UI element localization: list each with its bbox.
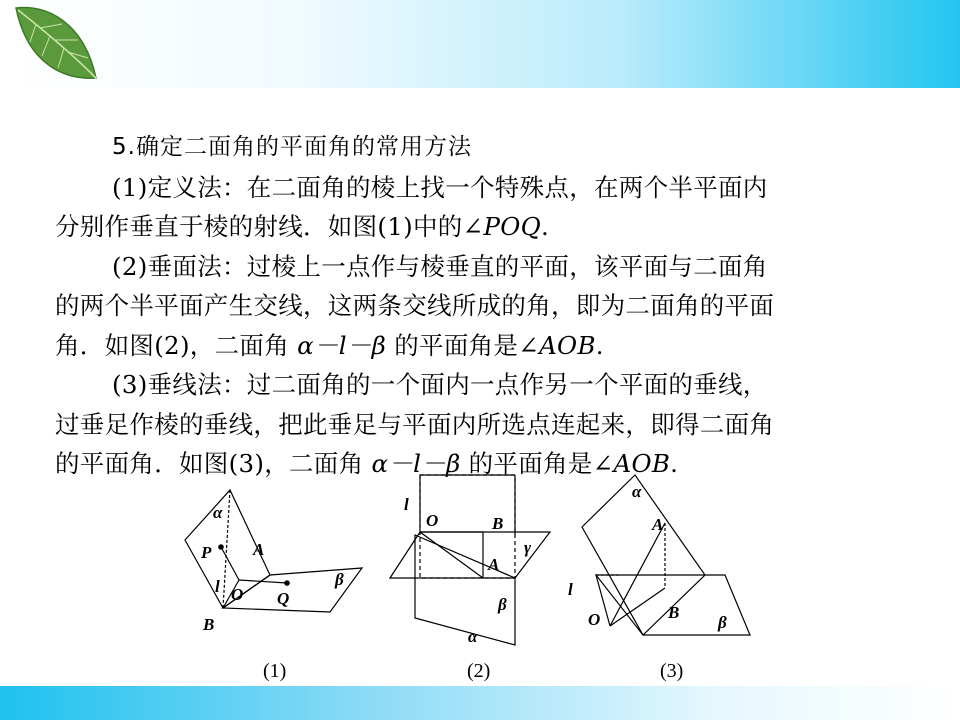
label-p: P bbox=[201, 543, 212, 562]
label-alpha: α bbox=[468, 627, 478, 646]
footer-band bbox=[0, 686, 960, 720]
label-b: B bbox=[492, 514, 504, 533]
dihedral-notation: α－l－β bbox=[297, 330, 387, 360]
label-a: A bbox=[488, 555, 500, 574]
label-beta: β bbox=[335, 570, 344, 589]
label-a: A bbox=[652, 515, 664, 534]
method1-line2: 分别作垂直于棱的射线．如图(1)中的∠POQ. bbox=[55, 212, 550, 241]
label-o: O bbox=[231, 585, 244, 604]
label-l: l bbox=[404, 495, 409, 514]
caption-fig-2: (2) bbox=[467, 660, 491, 682]
method2-line2: 的两个半平面产生交线，这两条交线所成的角，即为二面角的平面 bbox=[55, 291, 775, 320]
dihedral-notation: α－l－β bbox=[371, 449, 461, 478]
methods-text bbox=[55, 128, 905, 484]
label-o: O bbox=[588, 610, 601, 629]
method3-line2: 过垂足作棱的垂线，把此垂足与平面内所选点连起来，即得二面角 bbox=[55, 409, 775, 439]
angle-aob: ∠AOB bbox=[592, 449, 671, 478]
method3-line1: (3)垂线法：过二面角的一个面内一点作另一个平面的垂线， bbox=[112, 370, 768, 399]
label-b: B bbox=[668, 603, 680, 622]
method2-line3: 角．如图(2)，二面角 α－l－β 的平面角是∠AOB. bbox=[55, 330, 604, 360]
label-beta: β bbox=[718, 613, 727, 632]
section-heading: 5.确定二面角的平面角的常用方法 bbox=[112, 134, 472, 160]
method3-line3: 的平面角．如图(3)，二面角 α－l－β 的平面角是∠AOB. bbox=[55, 449, 679, 478]
caption-fig-3: (3) bbox=[660, 660, 684, 682]
figure-1-diagram bbox=[175, 480, 375, 640]
angle-aob: ∠AOB bbox=[518, 330, 596, 360]
caption-fig-1: (1) bbox=[263, 660, 287, 682]
label-alpha: α bbox=[213, 503, 223, 522]
label-l: l bbox=[215, 577, 220, 596]
label-l: l bbox=[568, 580, 573, 599]
angle-poq: ∠POQ bbox=[462, 212, 541, 241]
label-beta: β bbox=[498, 595, 507, 614]
label-o: O bbox=[426, 511, 439, 530]
header-band bbox=[0, 0, 960, 88]
leaf-icon bbox=[6, 2, 102, 86]
label-q: Q bbox=[277, 589, 290, 608]
label-b: B bbox=[203, 615, 215, 634]
label-alpha: α bbox=[632, 482, 642, 501]
label-gamma: γ bbox=[524, 538, 532, 557]
figure-2-diagram bbox=[380, 470, 560, 650]
method1-line1: (1)定义法：在二面角的棱上找一个特殊点，在两个半平面内 bbox=[112, 172, 768, 202]
label-a: A bbox=[253, 540, 265, 559]
method2-line1: (2)垂面法：过棱上一点作与棱垂直的平面，该平面与二面角 bbox=[112, 251, 768, 281]
figure-3-diagram bbox=[560, 470, 760, 640]
